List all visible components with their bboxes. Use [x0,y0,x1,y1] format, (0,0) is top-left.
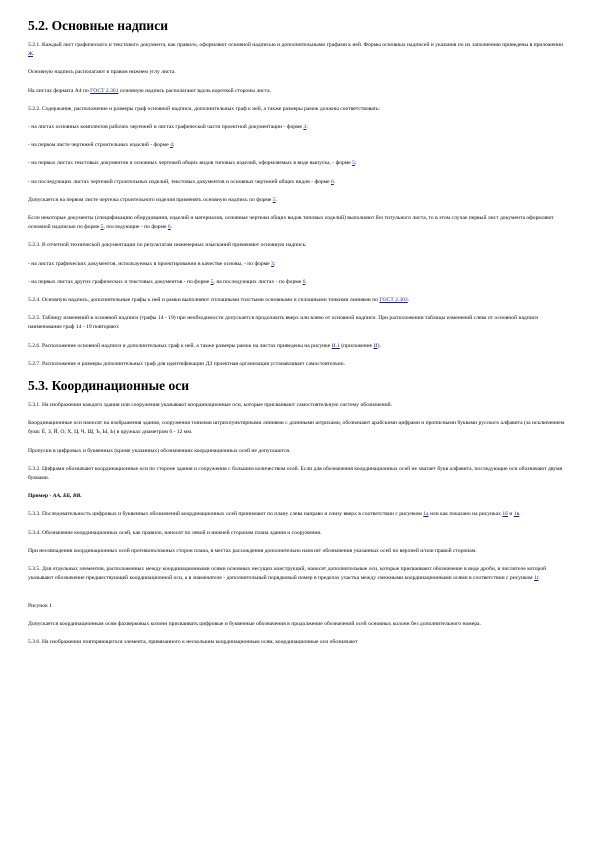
link-form-6[interactable]: 6 [331,178,334,185]
paragraph-framework-columns: Допускается координационным осям фахверковых колонн присваивать цифровые и буквенные обозначения в продолжение обозначений осей основных колонн без дополнительного номера. [28,620,481,627]
example-value: АА, ББ, ВВ. [52,493,82,500]
paragraph-a4-format: На листах формата А4 по ГОСТ 2.301 основную надпись располагают вдоль короткой стороны листа. [28,87,272,94]
section-title-5-2: 5.2. Основные надписи [28,18,168,33]
figure-caption: Рисунок 1 [28,602,53,609]
list-item-form-4: - на первом листе чертежей строительных изделий - форме 4; [28,142,175,149]
link-form-3-b[interactable]: 3 [271,260,274,267]
paragraph-5-3-6: 5.3.6. На изображении повторяющегося элемента, привязанного к нескольким координационным осям, координационные оси обозначают [28,638,358,645]
paragraph-5-2-1: 5.2.1. Каждый лист графического и текстового документа, как правило, оформляют основной надписью и дополнительными графами к ней. Формы основных надписей и указания по их заполнению приведены в приложении Ж. [28,42,564,58]
list-item-form-5: - на первых листах текстовых документов и основных чертежей общих видов типовых изделий, оформляемых в виде выпуска, - форме 5; [28,160,357,167]
link-form-6-b[interactable]: 6 [167,224,171,231]
list-item-survey-form-5-6: - на первых листах других графических и текстовых документов - по форме 5, на последующих листах - по форме 6. [28,278,307,285]
link-figure-1b[interactable]: 1б [502,511,508,518]
link-appendix-i[interactable]: И [373,342,378,349]
paragraph-5-2-5: 5.2.5. Таблицу изменений в основной надписи (графы 14 - 19) при необходимости допускается продолжить вверх или влево от основной надписи. При расположении таблицы изменений слева от основной надписи наименование граф 14 - 19 повторяют. [28,315,539,331]
paragraph-axes-drawing: Координационные оси наносят на изображения здания, сооружения тонкими штрихпунктирными линиями с длинными штрихами, обозначают арабскими цифрами и прописными буквами русского алфавита (за исключением букв: Ё, З, Й, О, Х, Ц, Ч, Щ, Ъ, Ы, Ь) в кружках диаметром 6 - 12 мм. [28,420,565,436]
link-form-3[interactable]: 3 [303,124,307,131]
paragraph-5-3-3: 5.3.3. Последовательность цифровых и буквенных обозначений координационных осей принимают по плану слева направо и снизу вверх в соответствии с рисунком 1а или как показано на рисунках 1б и 1в. [28,511,521,518]
paragraph-axes-mismatch: При несовпадении координационных осей противоположных сторон плана, в местах расхождения дополнительно наносят обозначения указанных осей по верхней и/или правой сторонам. [28,547,477,554]
paragraph-5-3-4: 5.3.4. Обозначение координационных осей, как правило, наносят по левой и нижней сторонам плана здания и сооружения. [28,529,322,536]
list-item-form-3: - на листах основных комплектов рабочих чертежей и листах графической части проектной документации - форме 3; [28,124,308,131]
link-figure-i1[interactable]: И.1 [331,342,340,349]
list-item-survey-form-3: - на листах графических документов, используемых в проектировании в качестве основы, - по форме 3; [28,260,276,267]
paragraph-5-2-4: 5.2.4. Основную надпись, дополнительные графы к ней и рамки выполняют сплошными толстыми основными и сплошными тонкими линиями по ГОСТ 2.303. [28,297,410,304]
paragraph-5-2-2: 5.2.2. Содержание, расположение и размеры граф основной надписи, дополнительных граф к ней, а также размеры рамок должны соответствовать: [28,105,381,112]
paragraph-5-2-7: 5.2.7. Расположение и размеры дополнительных граф для идентификации ДЗ проектная организация устанавливает самостоятельно. [28,360,345,367]
paragraph-first-sheet-form-5: Допускается на первом листе чертежа строительного изделия применять основную надпись по форме 5. [28,196,277,203]
paragraph-5-3-1: 5.3.1. На изображении каждого здания или сооружения указывают координационные оси, которые присваивают самостоятельную систему обозначений. [28,402,393,409]
paragraph-title-block-location: Основную надпись располагают в правом нижнем углу листа. [28,69,176,76]
paragraph-5-2-3: 5.2.3. В отчетной технической документации по результатам инженерных изысканий применяют основную надпись: [28,242,307,249]
link-appendix-zh[interactable]: Ж [28,51,34,58]
link-gost-2-301[interactable]: ГОСТ 2.301 [90,87,119,94]
paragraph-5-3-2: 5.3.2. Цифрами обозначают координационные оси по стороне здания и сооружения с большим количеством осей. Если для обозначения координационных осей не хватает букв алфавита, последующие оси обозначают двумя буквами. [28,465,563,482]
list-item-form-6: - на последующих листах чертежей строительных изделий, текстовых документов и основных чертежей общих видов - форме 6. [28,178,336,185]
link-figure-1g[interactable]: 1г [533,575,539,582]
link-gost-2-303[interactable]: ГОСТ 2.303 [379,297,408,304]
paragraph-5-2-6: 5.2.6. Расположение основной надписи и дополнительных граф к ней, а также размеры рамок на листах приведены на рисунке И.1 (приложение И). [28,342,381,349]
link-form-4[interactable]: 4 [170,142,173,149]
link-figure-1a[interactable]: 1а [423,511,429,518]
paragraph-example [28,492,568,501]
paragraph-no-gaps: Пропуски в цифровых и буквенных (кроме указанных) обозначениях координационных осей не допускаются. [28,447,291,454]
section-title-5-3: 5.3. Координационные оси [28,378,189,394]
document [28,18,568,656]
link-form-6-c[interactable]: 6 [302,278,306,285]
link-form-5-b[interactable]: 5 [100,224,104,231]
link-form-5-c[interactable]: 5 [210,278,214,285]
paragraph-no-title-sheet: Если некоторые документы (спецификацию оборудования, изделий и материалов, основные чертежи общих видов типовых изделий) выполняют без титульного листа, то в этом случае первый лист документа оформляют основной надписью по форме 5, последующие - по форме 6. [28,215,554,231]
example-label: Пример - [28,493,53,500]
link-figure-1v[interactable]: 1в [513,511,520,518]
link-form-5-alt[interactable]: 5 [272,196,276,203]
link-form-5[interactable]: 5 [352,160,355,167]
paragraph-5-3-5: 5.3.5. Для отдельных элементов, расположенных между координационными осями основных несущих конструкций, наносят дополнительные оси, которые присваивают обозначение в виде дроби, в числителе которой указывают обозначение предшествующей координационной оси, а в знаменателе - дополнительный порядковый номер в пределах участка между смежными координационными осями в соответствии с рисунком 1г. [28,566,547,582]
